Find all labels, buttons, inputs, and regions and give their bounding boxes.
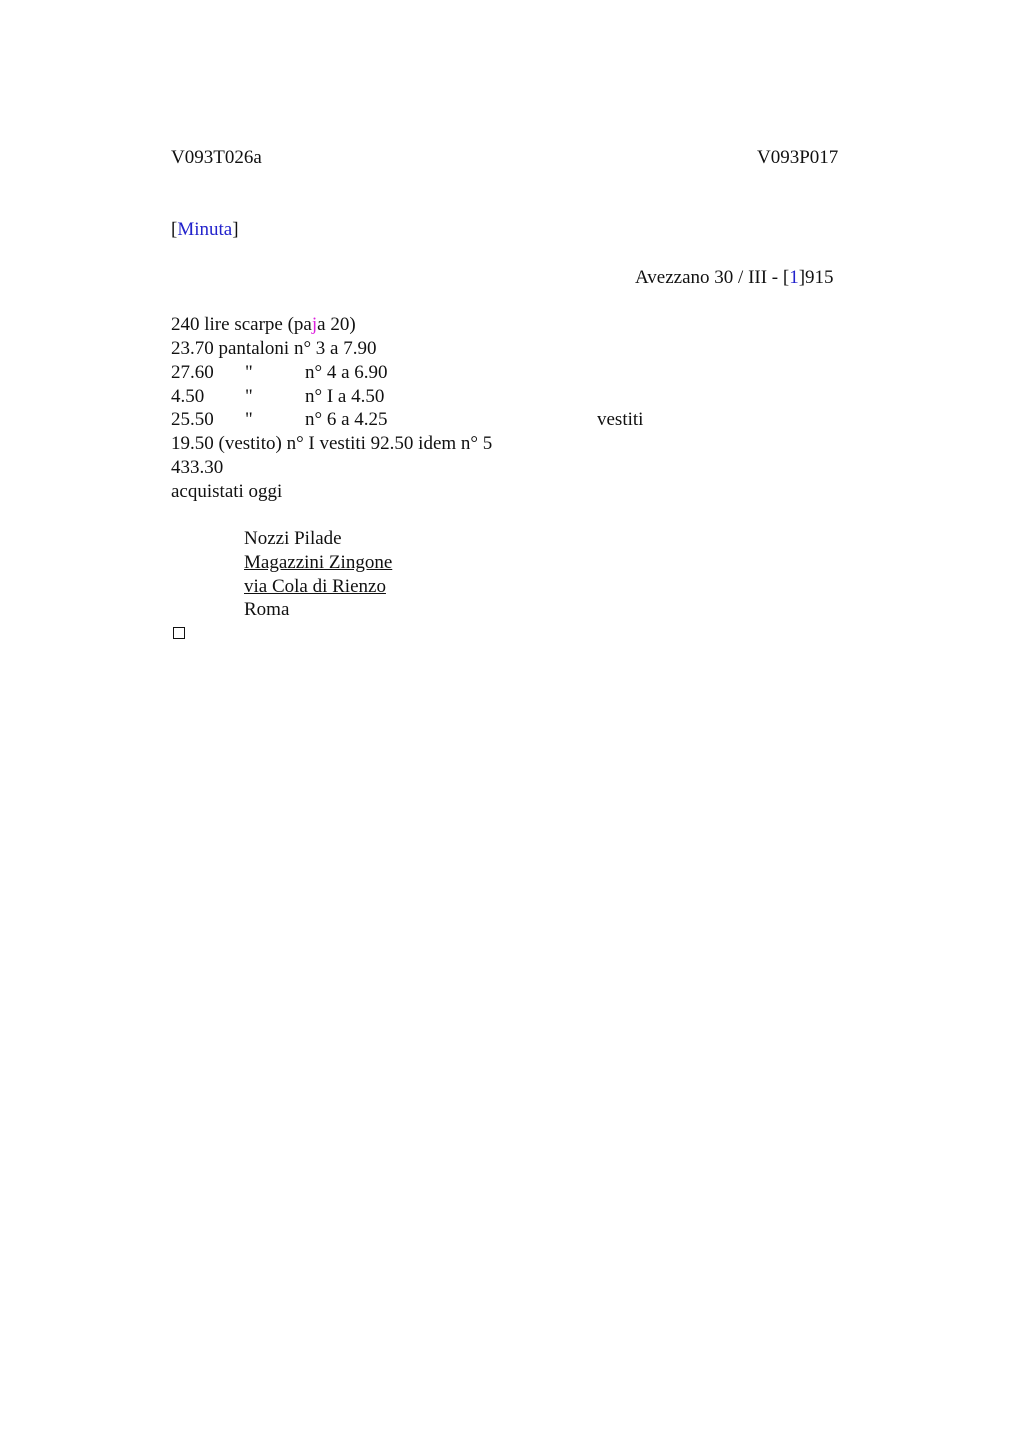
date-restored-digit: 1 <box>789 267 799 288</box>
document-date: Avezzano 30 / III - [1]915 <box>635 267 834 288</box>
expense-line-shoes: 240 lire scarpe (paja 20) <box>171 314 356 335</box>
document-type-word: Minuta <box>177 219 233 240</box>
expense-line-trousers: 23.70 pantaloni n° 3 a 7.90 <box>171 338 377 359</box>
square-icon <box>173 627 185 639</box>
address-name: Nozzi Pilade <box>244 528 342 549</box>
expense-line-note: vestiti <box>597 409 644 430</box>
document-type-label: [Minuta] <box>171 219 239 240</box>
expense-line-amount: 4.50 <box>171 386 205 407</box>
expense-note: acquistati oggi <box>171 481 283 502</box>
expense-line-desc: n° I a 4.50 <box>305 386 385 407</box>
expense-line-amount: 25.50 <box>171 409 214 430</box>
expense-line-desc: n° 6 a 4.25 <box>305 409 388 430</box>
document-code-left: V093T026a <box>171 147 262 168</box>
ditto-mark: " <box>245 362 253 383</box>
ditto-mark: " <box>245 409 253 430</box>
expense-line-desc: n° 4 a 6.90 <box>305 362 388 383</box>
editorial-letter: j <box>311 314 318 335</box>
address-shop: Magazzini Zingone <box>244 552 393 573</box>
address-city: Roma <box>244 599 290 620</box>
expense-total: 433.30 <box>171 457 224 478</box>
expense-line-amount: 27.60 <box>171 362 214 383</box>
address-street: via Cola di Rienzo <box>244 576 386 597</box>
ditto-mark: " <box>245 386 253 407</box>
document-code-right: V093P017 <box>757 147 839 168</box>
expense-line-dress: 19.50 (vestito) n° I vestiti 92.50 idem n° 5 <box>171 433 493 454</box>
